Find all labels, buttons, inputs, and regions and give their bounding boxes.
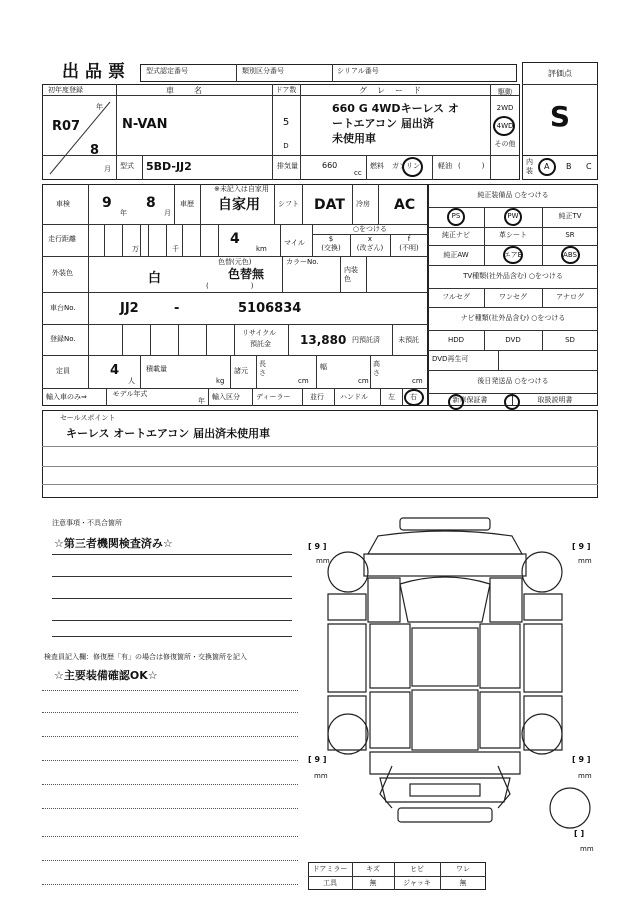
sales-point-label: セールスポイント: [60, 414, 116, 422]
legend-jack-value: 無: [459, 879, 467, 887]
original-color-paren: ( ): [206, 282, 254, 290]
mileage-opt1-sym: $: [328, 235, 334, 243]
car-name-label: 車名: [166, 86, 222, 95]
legend-header-break: ワレ: [456, 865, 470, 873]
fuel-diesel: 軽油: [438, 162, 452, 170]
tire-fr-depth: [ 9 ]: [572, 542, 591, 551]
interior-circle: [538, 158, 556, 176]
capacity-value: 4: [110, 363, 120, 378]
grade-line-3: 未使用車: [332, 132, 376, 145]
later-manual-circle: [504, 394, 520, 410]
model-label: 型式: [120, 162, 134, 170]
navi-dvd: DVD: [505, 336, 521, 344]
handle-label: ハンドル: [340, 393, 368, 401]
page-title: 出品票: [62, 62, 131, 82]
equip-navi: 純正ナビ: [442, 231, 470, 239]
inspector-text: ☆主要装備確認OK☆: [54, 669, 158, 682]
registration-month: 8: [90, 143, 100, 158]
displacement-unit: cc: [354, 169, 362, 177]
legend-header-scratch: キズ: [366, 865, 380, 873]
model-year-label: モデル年式: [112, 390, 148, 398]
legend-tools-value: 無: [369, 879, 377, 887]
length-label: 長さ: [259, 360, 266, 377]
width-label: 幅: [320, 363, 327, 371]
caution-text: ☆第三者機関検査済み☆: [54, 537, 173, 550]
header-fields: [140, 64, 517, 82]
interior-c: C: [586, 162, 592, 171]
original-color-label: 色替(元色): [218, 258, 252, 266]
registration-label: 登録No.: [50, 335, 76, 343]
chassis-label: 車台No.: [50, 304, 76, 312]
mileage-opt2: (改ざん): [356, 244, 384, 252]
mileage-sen: 千: [172, 245, 179, 253]
history-note: ※未記入は自家用: [214, 185, 269, 193]
handle-right: 右: [410, 393, 417, 401]
mileage-man: 万: [132, 245, 139, 253]
mileage-label: 走行距離: [48, 235, 76, 243]
interior-label: 内装: [526, 158, 533, 175]
recycle-amount: 13,880: [300, 333, 347, 347]
tire-rl-depth: [ 9 ]: [308, 755, 327, 764]
later-title: 後日発送品 ○をつける: [477, 377, 549, 385]
navi-sd: SD: [565, 336, 575, 344]
handle-left: 左: [388, 393, 395, 401]
mileage-opt3-sym: f: [407, 235, 411, 243]
equip-pw-circle: [504, 208, 522, 226]
registration-year: R07: [52, 119, 81, 134]
grade-line-1: 660 G 4WDキーレス オ: [332, 102, 459, 115]
import-parallel: 並行: [310, 393, 324, 401]
equip-aw: 純正AW: [443, 251, 469, 259]
equip-pw: PW: [507, 212, 519, 220]
grade-label: グレード: [359, 86, 431, 95]
load-unit: kg: [216, 377, 225, 385]
mileage-opt1: (交換): [321, 244, 341, 252]
month-unit: 月: [104, 165, 111, 173]
equip-airbag-circle: [503, 246, 523, 264]
recycle-label-1: リサイクル: [242, 329, 277, 337]
exterior-color: 白: [148, 271, 162, 286]
tire-rr-unit: mm: [578, 772, 592, 780]
mileage-opt2-sym: x: [367, 235, 373, 243]
shaken-year-unit: 年: [120, 209, 127, 217]
drive-other: その他: [494, 140, 516, 148]
ac-label: 冷房: [356, 200, 370, 208]
fuel-label: 燃料: [370, 162, 384, 170]
mileage-unit: km: [256, 245, 267, 253]
import-class-label: 輸入区分: [212, 393, 240, 401]
legend-jack: ジャッキ: [403, 879, 431, 887]
door-count: 5: [282, 117, 290, 128]
dims-label: 諸元: [234, 367, 248, 375]
width-unit: cm: [358, 377, 369, 385]
car-diagram: [300, 512, 600, 856]
equip-airbag: エアB: [503, 251, 523, 259]
dvd-playback: DVD再生可: [432, 355, 469, 363]
original-color: 色替無: [228, 267, 265, 281]
shift-value: DAT: [314, 197, 345, 213]
history-value: 自家用: [218, 197, 260, 213]
door-unit: D: [283, 142, 289, 150]
evaluation-label: 評価点: [548, 69, 572, 78]
tire-fl-depth: [ 9 ]: [308, 542, 327, 551]
recycle-unpaid: 未預託: [398, 336, 419, 344]
mileage-mile: マイル: [284, 239, 305, 247]
later-warranty: 新車保証書: [452, 396, 488, 404]
tv-analog: アナログ: [556, 293, 584, 301]
car-name: N-VAN: [122, 117, 168, 132]
model-year-unit: 年: [198, 397, 205, 405]
equip-leather: 革シート: [499, 231, 527, 239]
equip-abs: ABS: [563, 251, 577, 259]
legend-header-crack: ヒビ: [410, 865, 424, 873]
serial-label: シリアル番号: [337, 67, 379, 75]
shaken-label: 車検: [56, 200, 70, 208]
displacement-label: 排気量: [277, 162, 298, 170]
drive-label: 駆動: [498, 88, 512, 96]
first-registration-label: 初年度登録: [48, 86, 83, 94]
drive-4wd-circle: [493, 116, 515, 136]
legend-tools: 工具: [323, 879, 337, 887]
shaken-month: 8: [146, 195, 156, 211]
fuel-other: ( ): [458, 162, 485, 170]
tire-fr-unit: mm: [578, 557, 592, 565]
drive-2wd: 2WD: [496, 104, 514, 112]
diagonal-line: [48, 100, 112, 176]
inspector-label: 検査員記入欄：修復歴「有」の場合は修復箇所・交換箇所を記入: [44, 653, 247, 661]
mileage-value: 4: [230, 231, 240, 247]
tire-spare-depth: [ ]: [574, 829, 585, 838]
class-label: 類別区分番号: [242, 67, 284, 75]
mileage-circle-note: ○をつける: [352, 225, 388, 233]
equip-tv: 純正TV: [558, 212, 582, 220]
handle-circle: [404, 389, 424, 406]
equipment-title: 純正装備品 ○をつける: [477, 191, 549, 199]
height-unit: cm: [412, 377, 423, 385]
shaken-year: 9: [102, 195, 112, 211]
model-code: 5BD-JJ2: [146, 160, 192, 173]
length-unit: cm: [298, 377, 309, 385]
import-label: 輸入車のみ⇒: [46, 393, 87, 401]
height-label: 高さ: [373, 360, 380, 377]
fuel-circle: [402, 157, 423, 177]
grade-line-2: ートエアコン 届出済: [332, 117, 434, 130]
exterior-color-label: 外装色: [52, 269, 73, 277]
equip-abs-circle: [561, 246, 580, 264]
evaluation-score: S: [549, 100, 571, 133]
legend-header-mirror: ドアミラー: [312, 865, 348, 873]
chassis-dash: -: [174, 301, 180, 316]
interior-a: A: [544, 162, 550, 171]
shaken-month-unit: 月: [164, 209, 171, 217]
fuel-gasoline: ガソリン: [392, 162, 420, 170]
chassis-number: 5106834: [238, 301, 302, 316]
import-dealer: ディーラー: [256, 393, 291, 401]
tire-fl-unit: mm: [316, 557, 330, 565]
mileage-opt3: (不明): [399, 244, 419, 252]
year-unit: 年: [96, 103, 103, 111]
tire-rl-unit: mm: [314, 772, 328, 780]
color-code-label: カラーNo.: [286, 258, 319, 266]
shift-label: シフト: [278, 200, 299, 208]
capacity-label: 定員: [56, 367, 70, 375]
equip-sr: SR: [565, 231, 575, 239]
capacity-unit: 人: [128, 377, 135, 385]
recycle-unit: 円預託済: [352, 336, 380, 344]
later-warranty-circle: [448, 394, 464, 410]
chassis-prefix: JJ2: [120, 301, 139, 316]
equip-ps-circle: [447, 208, 465, 226]
caution-label: 注意事項・不具合箇所: [52, 519, 122, 527]
model-cert-label: 型式認定番号: [146, 67, 188, 75]
navi-hdd: HDD: [447, 336, 465, 344]
displacement-value: 660: [322, 161, 338, 170]
tv-oneseg: ワンセグ: [499, 293, 527, 301]
tire-spare-unit: mm: [580, 845, 594, 853]
ac-value: AC: [394, 197, 416, 213]
later-manual: 取扱説明書: [537, 396, 573, 404]
recycle-label-2: 預託金: [250, 340, 271, 348]
sales-point-text: キーレス オートエアコン 届出済未使用車: [66, 427, 271, 440]
interior-b: B: [566, 162, 572, 171]
tv-title: TV種類(社外品含む) ○をつける: [463, 272, 563, 280]
interior-color-label: 内装色: [344, 266, 358, 283]
navi-title: ナビ種類(社外品含む) ○をつける: [460, 314, 566, 322]
load-label: 積載量: [146, 365, 167, 373]
equip-ps: PS: [451, 212, 461, 220]
tv-fullseg: フルセグ: [442, 293, 470, 301]
history-label: 車歴: [180, 200, 194, 208]
tire-rr-depth: [ 9 ]: [572, 755, 591, 764]
door-count-label: ドア数: [275, 86, 297, 94]
drive-4wd: 4WD: [496, 122, 514, 130]
